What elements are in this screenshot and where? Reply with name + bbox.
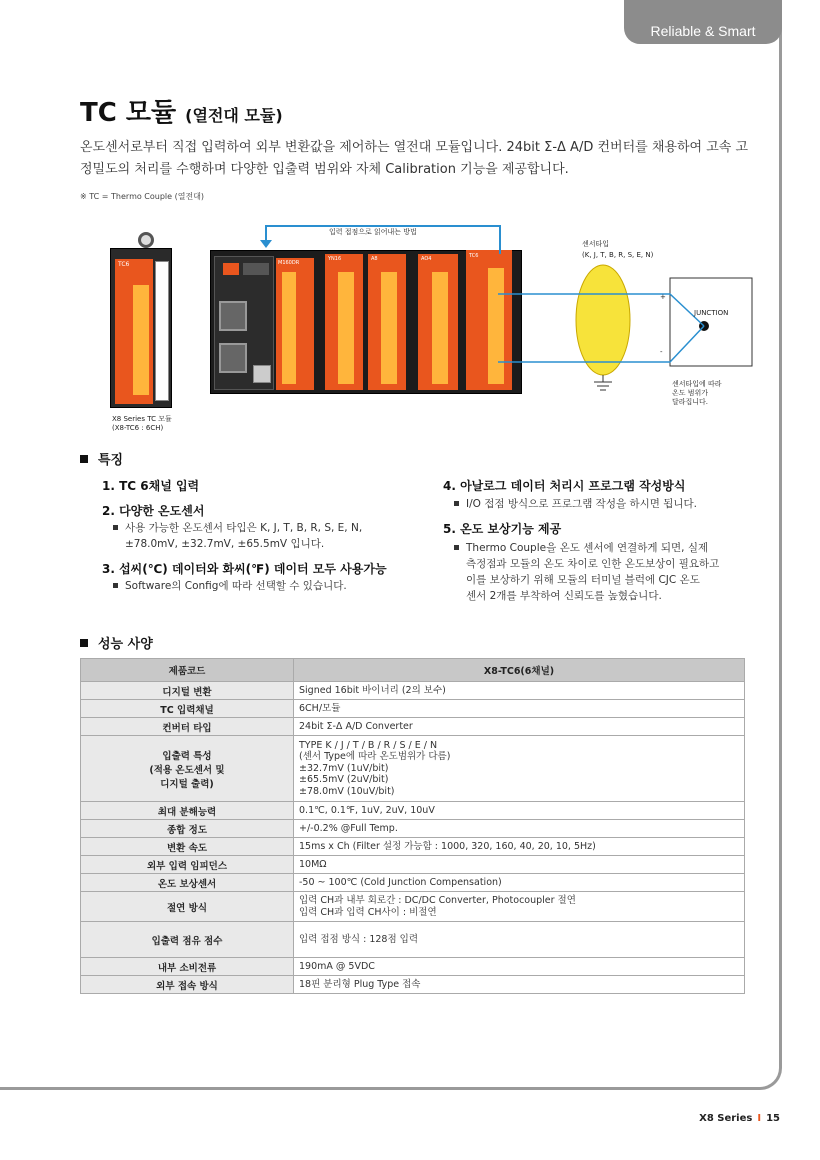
row-key: 외부 접속 방식	[81, 976, 294, 994]
row-key: 외부 입력 임피던스	[81, 856, 294, 874]
tc6-label: TC6	[469, 253, 479, 259]
row-key: 최대 분해능력	[81, 802, 294, 820]
table-row	[81, 874, 745, 892]
row-value: 입력 접점 방식 : 128점 입력	[294, 922, 745, 958]
row-key: 내부 소비전류	[81, 958, 294, 976]
yn16-label: YN16	[328, 256, 342, 262]
row-value: 18핀 분리형 Plug Type 접속	[294, 976, 745, 994]
row-value: 6CH/모듈	[294, 700, 745, 718]
arrow-label: 입력 접점으로 읽어내는 방법	[326, 228, 420, 237]
table-row	[81, 736, 745, 802]
minus-sign: -	[660, 348, 663, 356]
range-note: 센서타입에 따라 온도 범위가 달라집니다.	[672, 380, 722, 406]
table-row	[81, 892, 745, 922]
row-key: 종합 정도	[81, 820, 294, 838]
cpu-label: M160DR	[278, 260, 300, 266]
brand-tab	[624, 0, 782, 44]
row-key: 입출력 점유 점수	[81, 922, 294, 958]
spec-col-val: X8-TC6(6채널)	[294, 659, 745, 682]
page-number: 15	[766, 1113, 780, 1124]
feature-5-bullet: Thermo Couple을 온도 센서에 연결하게 되면, 실제 측정점과 모듈의 온도 차이로 인한 온도보상이 필요하고 이를 보상하기 위해 모듈의 터미널 블럭에 CJC 온도 센서 2개를 부착하여 신뢰도를 높혔습니다.	[454, 540, 719, 604]
row-value: +/-0.2% @Full Temp.	[294, 820, 745, 838]
table-row	[81, 922, 745, 958]
spec-heading	[80, 633, 153, 652]
junction-box	[670, 278, 752, 366]
tc-note: ※ TC = Thermo Couple (열전대)	[80, 192, 205, 201]
feature-4-bullet: I/O 접점 방식으로 프로그램 작성을 하시면 됩니다.	[454, 496, 697, 512]
row-value: -50 ~ 100℃ (Cold Junction Compensation)	[294, 874, 745, 892]
footer-series: X8 Series	[699, 1113, 753, 1124]
feature-5-title: 5. 온도 보상기능 제공	[443, 522, 562, 536]
features-heading	[80, 449, 123, 468]
tc-label-standalone: TC6	[118, 261, 130, 268]
hardware-figure	[100, 220, 760, 440]
a8-label: A8	[371, 256, 378, 262]
spec-heading-text: 성능 사양	[98, 637, 153, 652]
feature-3-title: 3. 섭씨(℃) 데이터와 화씨(℉) 데이터 모두 사용가능	[102, 562, 387, 576]
row-key: 디지털 변환	[81, 682, 294, 700]
row-value: 15ms x Ch (Filter 설정 가능함 : 1000, 320, 160, 40, 20, 10, 5Hz)	[294, 838, 745, 856]
row-key: 변환 속도	[81, 838, 294, 856]
row-key: 절연 방식	[81, 892, 294, 922]
feature-3-bullet: Software의 Config에 따라 선택할 수 있습니다.	[113, 578, 347, 594]
feature-1-title: 1. TC 6채널 입력	[102, 479, 200, 493]
row-value: 190mA @ 5VDC	[294, 958, 745, 976]
sensor-ellipse	[576, 265, 630, 375]
row-value: TYPE K / J / T / B / R / S / E / N (센서 Type에 따라 온도범위가 다름) ±32.7mV (1uV/bit) ±65.5mV (2uV/bit) ±78.0mV (10uV/bit)	[294, 736, 745, 802]
wiring-diagram	[100, 220, 760, 440]
table-row	[81, 838, 745, 856]
module-caption: X8 Series TC 모듈 (X8-TC6 : 6CH)	[112, 415, 172, 432]
row-value: 10MΩ	[294, 856, 745, 874]
brand-label: Reliable & Smart	[650, 23, 756, 39]
arrow-head-icon	[260, 240, 272, 248]
table-row	[81, 700, 745, 718]
sensor-types: (K, J, T, B, R, S, E, N)	[582, 251, 654, 259]
row-value: 입력 CH과 내부 회로간 : DC/DC Converter, Photocoupler 절연 입력 CH과 입력 CH사이 : 비절연	[294, 892, 745, 922]
row-key: TC 입력채널	[81, 700, 294, 718]
table-row	[81, 802, 745, 820]
table-row	[81, 958, 745, 976]
page-footer: X8 Series I 15	[699, 1113, 780, 1124]
ao4-label: AO4	[421, 256, 432, 262]
title-main: TC 모듈	[80, 98, 177, 128]
row-key: 컨버터 타입	[81, 718, 294, 736]
junction-label: JUNCTION	[694, 309, 729, 317]
row-value: 24bit Σ-Δ A/D Converter	[294, 718, 745, 736]
page-title	[80, 92, 283, 129]
table-row	[81, 682, 745, 700]
features-heading-text: 특징	[98, 453, 124, 468]
row-key: 온도 보상센서	[81, 874, 294, 892]
sensor-type-label: 센서타입	[582, 240, 610, 248]
plus-sign: +	[660, 293, 666, 301]
spec-table	[80, 658, 745, 994]
table-row	[81, 976, 745, 994]
feature-2-bullet: 사용 가능한 온도센서 타입은 K, J, T, B, R, S, E, N, ±78.0mV, ±32.7mV, ±65.5mV 입니다.	[113, 520, 362, 552]
spec-col-key: 제품코드	[81, 659, 294, 682]
intro-paragraph: 온도센서로부터 직접 입력하여 외부 변환값을 제어하는 열전대 모듈입니다. 24bit Σ-Δ A/D 컨버터를 채용하여 고속 고정밀도의 처리를 수행하며 다양한 입출력 범위와 자체 Calibration 기능을 제공합니다.	[80, 140, 749, 177]
table-row	[81, 820, 745, 838]
feature-2-title: 2. 다양한 온도센서	[102, 504, 205, 518]
title-sub: (열전대 모듈)	[185, 106, 283, 125]
feature-4-title: 4. 아날로그 데이터 처리시 프로그램 작성방식	[443, 479, 686, 493]
table-row	[81, 856, 745, 874]
table-row	[81, 718, 745, 736]
row-value: 0.1℃, 0.1℉, 1uV, 2uV, 10uV	[294, 802, 745, 820]
row-key: 입출력 특성 (적용 온도센서 및 디지털 출력)	[81, 736, 294, 802]
row-value: Signed 16bit 바이너리 (2의 보수)	[294, 682, 745, 700]
